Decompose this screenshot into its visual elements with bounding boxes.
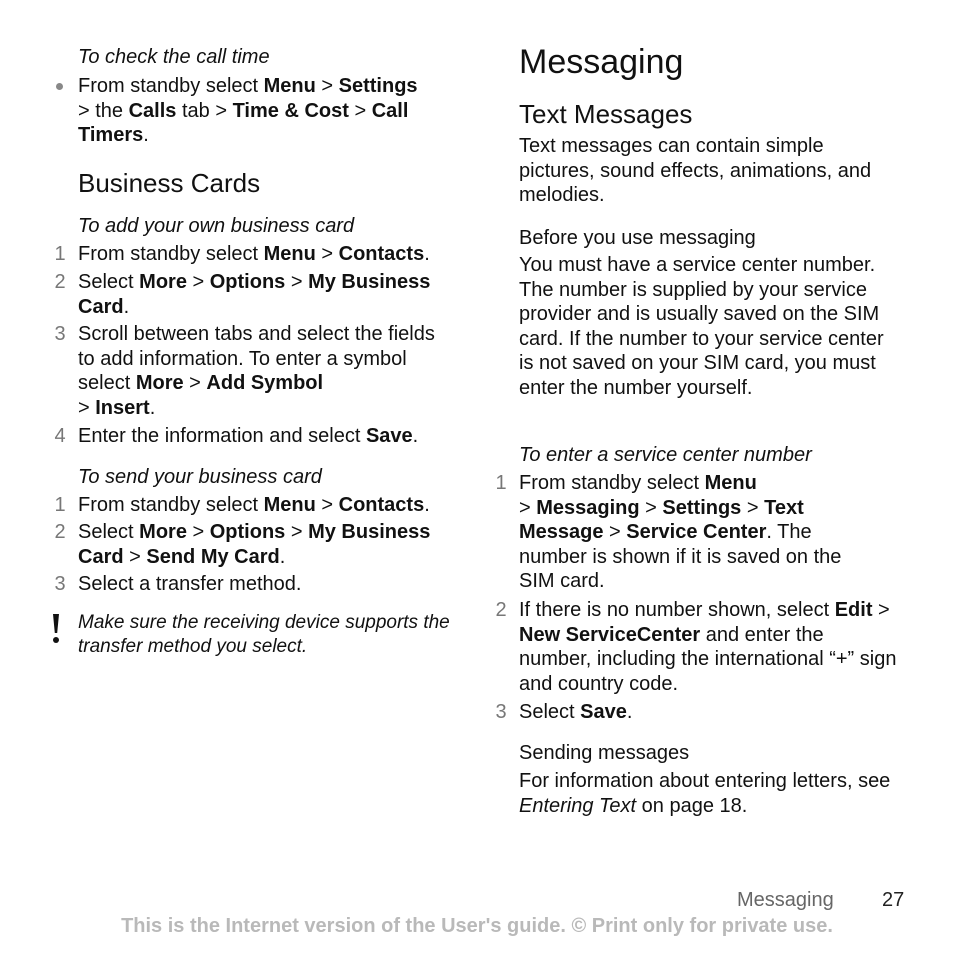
business-cards-title: Business Cards: [78, 168, 261, 198]
sending-messages-body: For information about entering letters, see Entering Text on page 18.: [519, 770, 891, 817]
service-center-heading: To enter a service center number: [519, 444, 812, 466]
send-card-heading: To send your business card: [78, 466, 322, 488]
service-step-1: 1 From standby select Menu > Messaging > Settings > Text Message > Service Center. The number is shown if it is saved on the SIM card.: [495, 472, 842, 592]
before-messaging-heading: Before you use messaging: [519, 227, 756, 249]
service-step-3: 3 Select Save.: [495, 701, 633, 723]
send-step-3: 3 Select a transfer method.: [54, 573, 302, 595]
send-step-1: 1 From standby select Menu > Contacts.: [54, 494, 430, 516]
footer-disclaimer: This is the Internet version of the User's guide. © Print only for private use.: [121, 915, 833, 937]
add-card-heading: To add your own business card: [78, 215, 355, 237]
page-number: 27: [882, 889, 905, 911]
service-step-2: 2 If there is no number shown, select Edit > New ServiceCenter and enter the number, including the international “+” sign and country code.: [495, 599, 897, 695]
add-step-4: 4 Enter the information and select Save.: [54, 425, 419, 447]
add-step-3: 3 Scroll between tabs and select the fields to add information. To enter a symbol select More > Add Symbol > Insert.: [54, 323, 435, 419]
send-step-2: 2 Select More > Options > My Business Card > Send My Card.: [54, 521, 431, 568]
sending-messages-heading: Sending messages: [519, 742, 690, 764]
text-messages-title: Text Messages: [519, 99, 693, 129]
call-time-bullet: From standby select Menu > Settings > the Calls tab > Time & Cost > Call Timers.: [78, 74, 463, 148]
text-messages-intro: Text messages can contain simple pictures, sound effects, animations, and melodies.: [519, 135, 872, 206]
warning-exclamation-icon: [51, 613, 61, 645]
add-step-1: 1 From standby select Menu > Contacts.: [54, 243, 430, 265]
transfer-note: Make sure the receiving device supports the transfer method you select.: [78, 611, 458, 659]
entering-text-reference: Entering Text: [519, 794, 637, 817]
bullet-icon: [56, 83, 63, 90]
messaging-title: Messaging: [519, 43, 684, 81]
add-step-2: 2 Select More > Options > My Business Card.: [54, 271, 431, 318]
before-messaging-body: You must have a service center number. The number is supplied by your service provider and is usually saved on the SIM card. If the number to your service center is not saved on your SIM card, you must enter the number yourself.: [519, 254, 884, 399]
call-time-heading: To check the call time: [78, 46, 270, 68]
footer-section-label: Messaging: [737, 889, 834, 911]
